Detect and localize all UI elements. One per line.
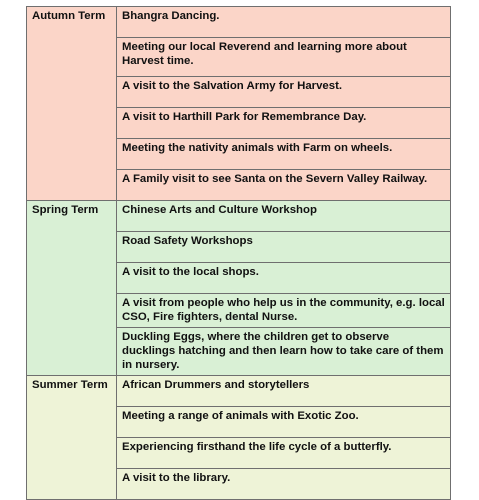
spring-event: Duckling Eggs, where the children get to observe ducklings hatching and then learn how to take care of them in nursery. xyxy=(117,328,451,376)
autumn-event: Bhangra Dancing. xyxy=(117,7,451,38)
table-row xyxy=(27,201,451,232)
summer-event: A visit to the library. xyxy=(117,469,451,500)
table-row xyxy=(27,7,451,38)
autumn-event: Meeting our local Reverend and learning more about Harvest time. xyxy=(117,38,451,77)
autumn-event: A Family visit to see Santa on the Severn Valley Railway. xyxy=(117,170,451,201)
spring-event: Chinese Arts and Culture Workshop xyxy=(117,201,451,232)
autumn-term-label: Autumn Term xyxy=(27,7,117,201)
table-row xyxy=(27,376,451,407)
autumn-event: A visit to the Salvation Army for Harvest. xyxy=(117,77,451,108)
autumn-event: Meeting the nativity animals with Farm on wheels. xyxy=(117,139,451,170)
spring-event: A visit from people who help us in the community, e.g. local CSO, Fire fighters, dental Nurse. xyxy=(117,294,451,328)
autumn-event: A visit to Harthill Park for Remembrance Day. xyxy=(117,108,451,139)
term-activities-table xyxy=(26,6,451,500)
summer-event: Experiencing firsthand the life cycle of a butterfly. xyxy=(117,438,451,469)
spring-event: Road Safety Workshops xyxy=(117,232,451,263)
summer-event: Meeting a range of animals with Exotic Zoo. xyxy=(117,407,451,438)
summer-event: African Drummers and storytellers xyxy=(117,376,451,407)
spring-term-label: Spring Term xyxy=(27,201,117,376)
summer-term-label: Summer Term xyxy=(27,376,117,500)
spring-event: A visit to the local shops. xyxy=(117,263,451,294)
